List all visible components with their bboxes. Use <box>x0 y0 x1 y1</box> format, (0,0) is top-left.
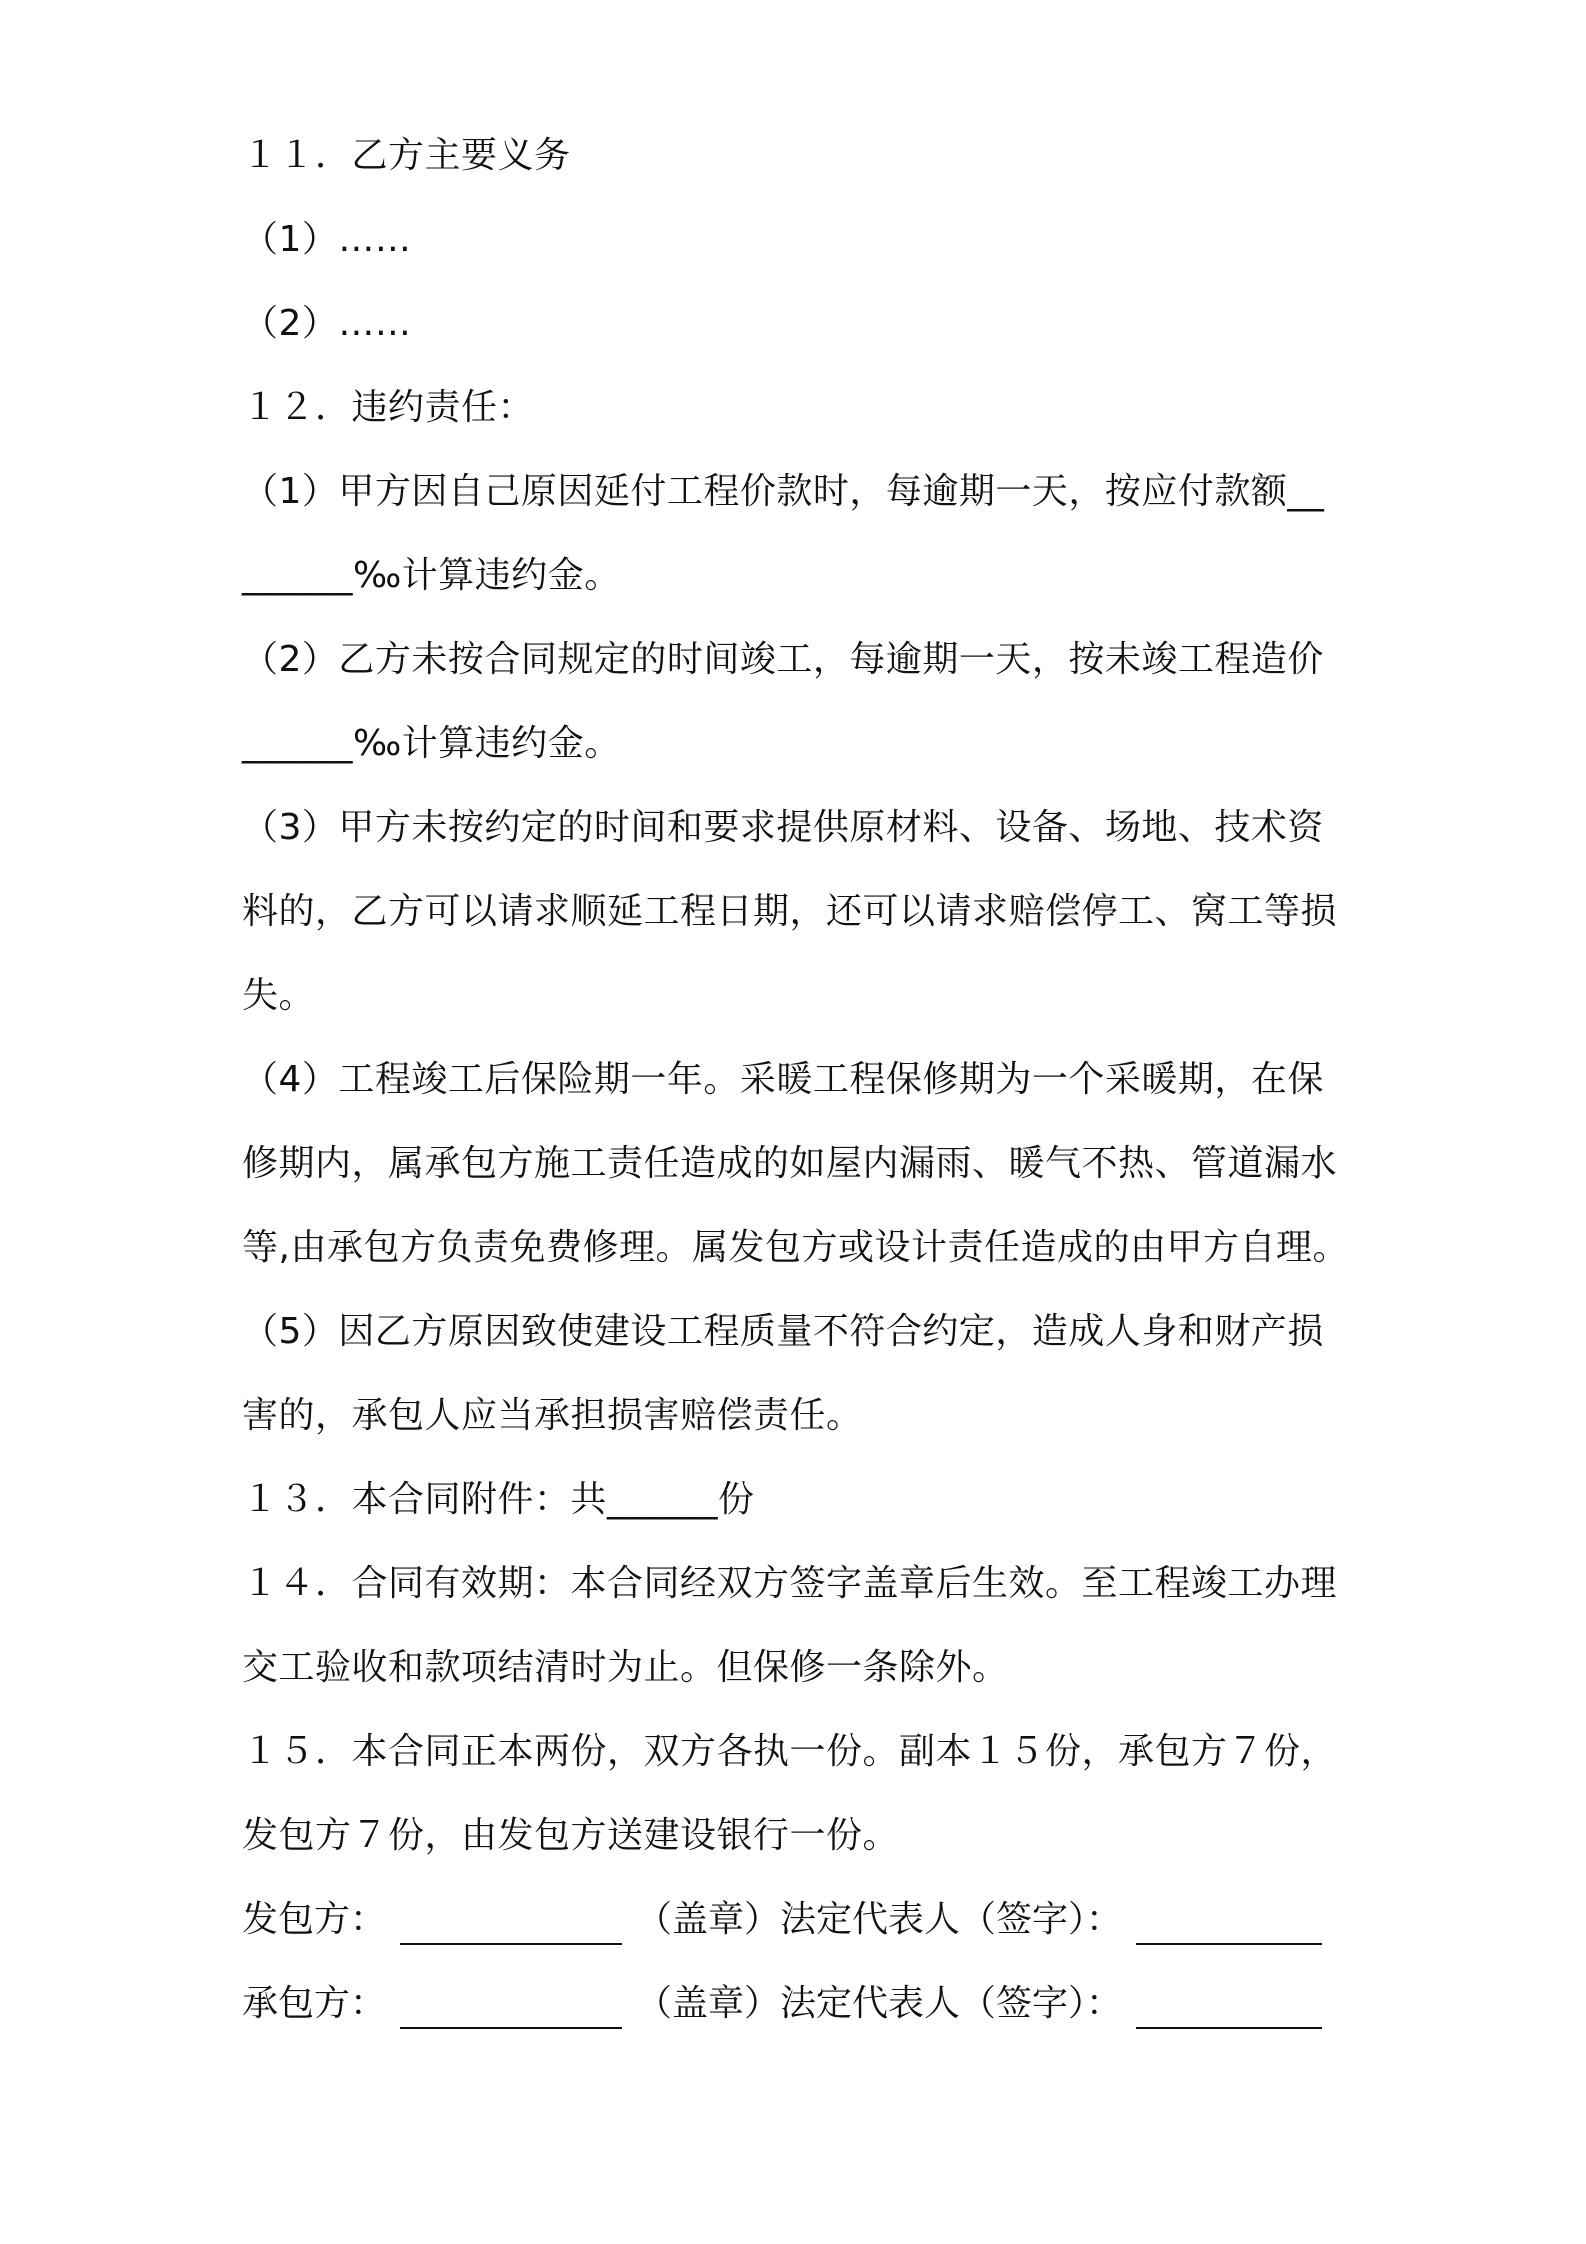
text-line: １３．本合同附件：共______份 <box>242 1479 755 1520</box>
text-line: （2）乙方未按合同规定的时间竣工，每逾期一天，按未竣工程造价 <box>242 639 1324 680</box>
text-line: １４．合同有效期：本合同经双方签字盖章后生效。至工程竣工办理 <box>242 1563 1338 1604</box>
seal-label: （盖章）法定代表人（签字）： <box>636 1899 1123 1940</box>
text-line: 交工验收和款项结清时为止。但保修一条除外。 <box>242 1647 1009 1688</box>
text-line: （3）甲方未按约定的时间和要求提供原材料、设备、场地、技术资 <box>242 807 1324 848</box>
text-line: １１．乙方主要义务 <box>242 135 571 176</box>
text-line: 等,由承包方负责免费修理。属发包方或设计责任造成的由甲方自理。 <box>242 1227 1349 1268</box>
party-name-field[interactable] <box>400 1903 622 1945</box>
text-line: １２．违约责任： <box>242 387 535 428</box>
party-label: 承包方： <box>242 1983 387 2024</box>
text-line: （1）…… <box>242 219 412 260</box>
representative-signature-field[interactable] <box>1136 1903 1322 1945</box>
text-line: ______‰计算违约金。 <box>242 555 621 596</box>
text-line: （5）因乙方原因致使建设工程质量不符合约定，造成人身和财产损 <box>242 1311 1324 1352</box>
signature-row-employer <box>242 1895 1362 1945</box>
text-line: 发包方７份，由发包方送建设银行一份。 <box>242 1815 900 1856</box>
text-line: ______‰计算违约金。 <box>242 723 621 764</box>
text-line: 料的，乙方可以请求顺延工程日期，还可以请求赔偿停工、窝工等损 <box>242 891 1338 932</box>
party-name-field[interactable] <box>400 1987 622 2029</box>
text-line: 失。 <box>242 975 316 1016</box>
text-line: 修期内，属承包方施工责任造成的如屋内漏雨、暖气不热、管道漏水 <box>242 1143 1338 1184</box>
text-line: （2）…… <box>242 303 412 344</box>
seal-label: （盖章）法定代表人（签字）： <box>636 1983 1123 2024</box>
signature-row-contractor <box>242 1979 1362 2029</box>
party-label: 发包方： <box>242 1899 387 1940</box>
text-line: （1）甲方因自己原因延付工程价款时，每逾期一天，按应付款额__ <box>242 471 1325 512</box>
representative-signature-field[interactable] <box>1136 1987 1322 2029</box>
text-line: 害的，承包人应当承担损害赔偿责任。 <box>242 1395 863 1436</box>
text-line: （4）工程竣工后保险期一年。采暖工程保修期为一个采暖期，在保 <box>242 1059 1324 1100</box>
text-line: １５．本合同正本两份，双方各执一份。副本１５份，承包方７份， <box>242 1731 1338 1772</box>
